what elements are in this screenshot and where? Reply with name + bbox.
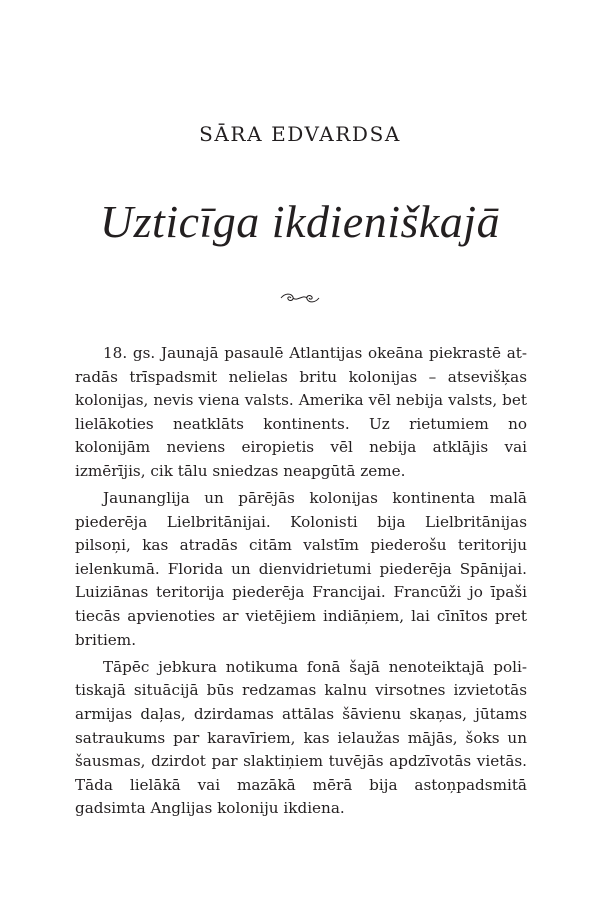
swirl-ornament-icon bbox=[279, 291, 321, 305]
body-text bbox=[75, 342, 527, 824]
author-name: SĀRA EDVARDSA bbox=[199, 122, 401, 146]
paragraph: Tāpēc jebkura notikuma fonā šajā nenoteiktajā politiskajā situācijā būs redzamas kalnu virsotnes izvietotās armijas daļas, dzirdamas attālas šāvienu skaņas, jūtams satraukums par karavīriem, kas ielaužas mājās, šoks un šausmas, dzirdot par slaktiņiem tuvējās apdzīvotās vietās. Tāda lielākā vai mazākā mērā bija astoņpadsmitā gadsimta Anglijas koloniju ikdiena. bbox=[75, 657, 527, 818]
book-title: Uzticīga ikdieniškajā bbox=[99, 196, 501, 247]
paragraph: Jaunanglija un pārējās kolonijas kontinenta malā piederēja Lielbritānijai. Kolonisti bija Lielbritānijas pilsoņi, kas atradās citām valstīm piederošu teritoriju ielenkumā. Florida un dienvidrietumi piederēja Spānijai. Luiziānas teritorija piederēja Francijai. Francūži jo īpaši tiecās apvienoties ar vietējiem indiāņiem, lai cīnītos pret britiem. bbox=[75, 489, 527, 649]
paragraph: 18. gs. Jaunajā pasaulē Atlantijas okeāna piekrastē atradās trīspadsmit nelielas britu kolonijas – atsevišķas kolonijas, nevis viena valsts. Amerika vēl nebija valsts, bet lielākoties neatklāts kontinents. Uz rietumiem no kolonijām neviens eiropietis vēl nebija atklājis vai izmērījis, cik tālu sniedzas neapgūtā zeme. bbox=[75, 344, 527, 480]
